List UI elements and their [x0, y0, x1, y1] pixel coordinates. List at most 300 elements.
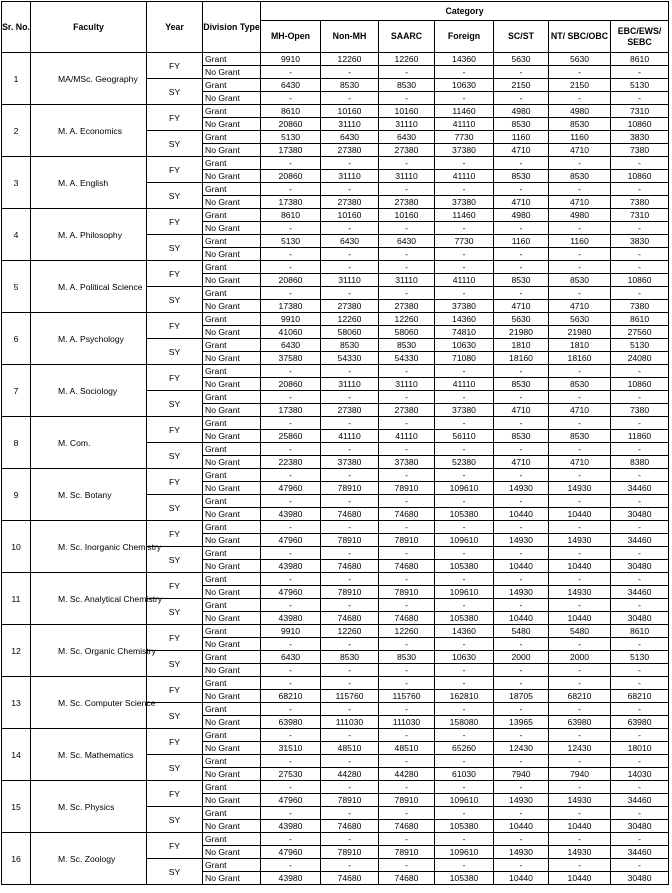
sr-no-cell: 13 — [2, 677, 31, 729]
fee-value-cell: 14930 — [494, 534, 549, 547]
fee-value-cell: 27380 — [321, 144, 379, 157]
fee-value-cell: 17380 — [261, 404, 321, 417]
fee-value-cell: - — [321, 92, 379, 105]
fee-value-cell: - — [494, 729, 549, 742]
fee-value-cell: 10860 — [611, 170, 669, 183]
fee-value-cell: - — [611, 443, 669, 456]
fee-value-cell: - — [494, 703, 549, 716]
year-cell: FY — [147, 261, 203, 287]
fee-value-cell: 43980 — [261, 560, 321, 573]
fee-value-cell: 44280 — [379, 768, 435, 781]
fee-value-cell: - — [611, 807, 669, 820]
fee-value-cell: - — [321, 391, 379, 404]
fee-value-cell: - — [261, 183, 321, 196]
table-row — [2, 365, 669, 378]
fee-value-cell: - — [261, 664, 321, 677]
fee-value-cell: 4710 — [494, 404, 549, 417]
fee-value-cell: 27380 — [379, 144, 435, 157]
fee-value-cell: - — [435, 729, 494, 742]
fee-value-cell: 34460 — [611, 534, 669, 547]
division-type-cell: No Grant — [203, 378, 261, 391]
fee-value-cell: 4710 — [549, 196, 611, 209]
fee-value-cell: 18160 — [549, 352, 611, 365]
fee-value-cell: 14360 — [435, 625, 494, 638]
fee-value-cell: 71080 — [435, 352, 494, 365]
fee-value-cell: 10630 — [435, 339, 494, 352]
division-type-cell: Grant — [203, 209, 261, 222]
year-cell: FY — [147, 157, 203, 183]
fee-value-cell: 12260 — [321, 313, 379, 326]
fee-value-cell: 47960 — [261, 534, 321, 547]
fee-value-cell: 162810 — [435, 690, 494, 703]
table-row — [2, 209, 669, 222]
sr-no-cell: 1 — [2, 53, 31, 105]
faculty-cell: M. Sc. Analytical Chemistry — [31, 573, 147, 625]
fee-value-cell: 2000 — [494, 651, 549, 664]
fee-value-cell: 37380 — [435, 404, 494, 417]
category-column-header: NT/ SBC/OBC — [549, 21, 611, 53]
fee-value-cell: 5130 — [261, 131, 321, 144]
fee-value-cell: - — [261, 573, 321, 586]
category-header: Category — [261, 2, 669, 21]
category-column-header: SC/ST — [494, 21, 549, 53]
fee-value-cell: - — [321, 677, 379, 690]
fee-value-cell: - — [494, 638, 549, 651]
table-row — [2, 521, 669, 534]
fee-value-cell: 54330 — [379, 352, 435, 365]
division-type-cell: No Grant — [203, 638, 261, 651]
year-header: Year — [147, 2, 203, 53]
fee-value-cell: 34460 — [611, 586, 669, 599]
fee-value-cell: 109610 — [435, 794, 494, 807]
fee-value-cell: - — [611, 573, 669, 586]
fee-value-cell: - — [379, 521, 435, 534]
fee-value-cell: 63980 — [611, 716, 669, 729]
year-cell: SY — [147, 651, 203, 677]
faculty-cell: M. Sc. Zoology — [31, 833, 147, 885]
fee-value-cell: 78910 — [379, 534, 435, 547]
fee-value-cell: - — [321, 261, 379, 274]
fee-value-cell: 65260 — [435, 742, 494, 755]
fee-value-cell: 8530 — [379, 651, 435, 664]
fee-value-cell: - — [379, 157, 435, 170]
fee-value-cell: 8610 — [261, 105, 321, 118]
fee-value-cell: 30480 — [611, 612, 669, 625]
fee-value-cell: 8530 — [549, 274, 611, 287]
fee-value-cell: 4710 — [494, 456, 549, 469]
division-type-cell: Grant — [203, 183, 261, 196]
fee-value-cell: 43980 — [261, 872, 321, 885]
fee-value-cell: 74680 — [379, 612, 435, 625]
fee-value-cell: 5630 — [549, 313, 611, 326]
fee-value-cell: 56110 — [435, 430, 494, 443]
fee-value-cell: 10860 — [611, 378, 669, 391]
fee-value-cell: 10860 — [611, 274, 669, 287]
fee-value-cell: 27380 — [321, 300, 379, 313]
fee-value-cell: - — [261, 638, 321, 651]
fee-value-cell: 41110 — [435, 170, 494, 183]
fee-value-cell: - — [611, 833, 669, 846]
sr-no-cell: 12 — [2, 625, 31, 677]
fee-value-cell: 5130 — [611, 79, 669, 92]
fee-value-cell: - — [321, 66, 379, 79]
fee-value-cell: - — [379, 833, 435, 846]
table-row — [2, 625, 669, 638]
fee-value-cell: - — [379, 183, 435, 196]
fee-value-cell: - — [549, 391, 611, 404]
fee-value-cell: 31110 — [379, 118, 435, 131]
fee-value-cell: 21980 — [494, 326, 549, 339]
fee-value-cell: - — [379, 66, 435, 79]
fee-value-cell: 20860 — [261, 274, 321, 287]
fee-value-cell: - — [435, 365, 494, 378]
fee-value-cell: - — [321, 573, 379, 586]
division-type-cell: Grant — [203, 833, 261, 846]
division-type-cell: No Grant — [203, 846, 261, 859]
fee-value-cell: - — [435, 183, 494, 196]
division-type-cell: Grant — [203, 261, 261, 274]
category-column-header: MH-Open — [261, 21, 321, 53]
fee-value-cell: 37380 — [435, 300, 494, 313]
fee-value-cell: - — [549, 599, 611, 612]
division-type-cell: No Grant — [203, 482, 261, 495]
fee-value-cell: - — [494, 443, 549, 456]
fee-value-cell: - — [611, 248, 669, 261]
fee-value-cell: 31110 — [321, 378, 379, 391]
fee-value-cell: - — [611, 521, 669, 534]
year-cell: SY — [147, 547, 203, 573]
fee-value-cell: - — [494, 222, 549, 235]
fee-value-cell: 47960 — [261, 846, 321, 859]
fee-value-cell: 10160 — [379, 209, 435, 222]
fee-value-cell: - — [261, 547, 321, 560]
fee-value-cell: - — [261, 365, 321, 378]
fee-value-cell: 31110 — [379, 378, 435, 391]
fee-value-cell: - — [494, 469, 549, 482]
fee-value-cell: - — [549, 807, 611, 820]
fee-value-cell: - — [435, 547, 494, 560]
fee-value-cell: - — [435, 781, 494, 794]
fee-value-cell: 74680 — [379, 508, 435, 521]
fee-value-cell: 10440 — [549, 872, 611, 885]
division-type-cell: No Grant — [203, 690, 261, 703]
fee-value-cell: - — [435, 261, 494, 274]
fee-value-cell: - — [379, 92, 435, 105]
division-type-cell: No Grant — [203, 742, 261, 755]
sr-no-cell: 8 — [2, 417, 31, 469]
division-type-cell: Grant — [203, 547, 261, 560]
faculty-cell: M. Sc. Physics — [31, 781, 147, 833]
fee-value-cell: - — [611, 781, 669, 794]
fee-value-cell: 4710 — [494, 144, 549, 157]
fee-value-cell: - — [261, 391, 321, 404]
faculty-header: Faculty — [31, 2, 147, 53]
fee-value-cell: 10440 — [494, 872, 549, 885]
sr-no-cell: 6 — [2, 313, 31, 365]
fee-value-cell: 25860 — [261, 430, 321, 443]
fee-value-cell: - — [261, 417, 321, 430]
fee-value-cell: 41110 — [435, 378, 494, 391]
fee-value-cell: 6430 — [261, 79, 321, 92]
fee-value-cell: 1810 — [494, 339, 549, 352]
division-type-cell: Grant — [203, 755, 261, 768]
fee-value-cell: - — [549, 469, 611, 482]
year-cell: SY — [147, 131, 203, 157]
fee-value-cell: - — [321, 755, 379, 768]
faculty-cell: M. A. Sociology — [31, 365, 147, 417]
fee-value-cell: - — [321, 807, 379, 820]
sr-no-cell: 16 — [2, 833, 31, 885]
fee-value-cell: - — [549, 287, 611, 300]
fee-value-cell: 7940 — [549, 768, 611, 781]
fee-value-cell: 34460 — [611, 846, 669, 859]
fee-value-cell: - — [435, 417, 494, 430]
fee-value-cell: 47960 — [261, 586, 321, 599]
fee-value-cell: 43980 — [261, 612, 321, 625]
fee-value-cell: - — [611, 495, 669, 508]
fee-value-cell: - — [549, 547, 611, 560]
fee-value-cell: 10440 — [494, 820, 549, 833]
division-type-cell: No Grant — [203, 170, 261, 183]
fee-value-cell: 74680 — [321, 820, 379, 833]
fee-value-cell: - — [261, 677, 321, 690]
fee-value-cell: 8380 — [611, 456, 669, 469]
fee-value-cell: - — [611, 261, 669, 274]
fee-value-cell: 30480 — [611, 560, 669, 573]
fee-value-cell: 8530 — [549, 430, 611, 443]
year-cell: SY — [147, 495, 203, 521]
fee-value-cell: - — [611, 183, 669, 196]
fee-value-cell: - — [549, 157, 611, 170]
fee-value-cell: 30480 — [611, 820, 669, 833]
fee-value-cell: 1160 — [494, 131, 549, 144]
fee-value-cell: - — [379, 755, 435, 768]
fee-value-cell: 8530 — [549, 378, 611, 391]
fee-value-cell: 41110 — [435, 118, 494, 131]
fee-value-cell: - — [494, 807, 549, 820]
division-type-cell: No Grant — [203, 794, 261, 807]
fee-value-cell: 109610 — [435, 586, 494, 599]
fee-value-cell: 48510 — [321, 742, 379, 755]
fee-value-cell: - — [321, 599, 379, 612]
fee-value-cell: 7310 — [611, 209, 669, 222]
fee-value-cell: 3830 — [611, 235, 669, 248]
division-type-cell: No Grant — [203, 196, 261, 209]
fee-value-cell: - — [321, 664, 379, 677]
fee-value-cell: - — [435, 157, 494, 170]
fee-value-cell: 14930 — [494, 586, 549, 599]
fee-value-cell: 20860 — [261, 378, 321, 391]
division-type-cell: No Grant — [203, 404, 261, 417]
fee-value-cell: - — [261, 833, 321, 846]
fee-value-cell: - — [494, 599, 549, 612]
table-row — [2, 729, 669, 742]
year-cell: SY — [147, 391, 203, 417]
fee-value-cell: - — [261, 755, 321, 768]
division-type-cell: No Grant — [203, 820, 261, 833]
division-type-cell: Grant — [203, 859, 261, 872]
fee-value-cell: - — [494, 261, 549, 274]
fee-value-cell: 14930 — [549, 482, 611, 495]
fee-value-cell: 18705 — [494, 690, 549, 703]
sr-no-header: Sr. No. — [2, 2, 31, 53]
fee-value-cell: 5630 — [494, 53, 549, 66]
division-type-cell: Grant — [203, 573, 261, 586]
fee-value-cell: 10440 — [549, 820, 611, 833]
fee-value-cell: - — [494, 495, 549, 508]
fee-value-cell: 54330 — [321, 352, 379, 365]
fee-value-cell: 27560 — [611, 326, 669, 339]
table-row — [2, 781, 669, 794]
division-type-cell: Grant — [203, 443, 261, 456]
division-type-cell: No Grant — [203, 118, 261, 131]
year-cell: SY — [147, 443, 203, 469]
division-type-cell: Grant — [203, 391, 261, 404]
fee-value-cell: - — [379, 729, 435, 742]
year-cell: SY — [147, 703, 203, 729]
fee-value-cell: 1160 — [494, 235, 549, 248]
division-type-cell: No Grant — [203, 66, 261, 79]
fee-value-cell: - — [261, 222, 321, 235]
fee-value-cell: - — [379, 677, 435, 690]
fee-value-cell: - — [611, 92, 669, 105]
fee-value-cell: - — [611, 417, 669, 430]
fee-value-cell: - — [321, 157, 379, 170]
sr-no-cell: 14 — [2, 729, 31, 781]
fee-value-cell: - — [321, 287, 379, 300]
fee-value-cell: 8530 — [321, 339, 379, 352]
fee-value-cell: - — [321, 833, 379, 846]
fee-value-cell: 17380 — [261, 144, 321, 157]
fee-value-cell: 1160 — [549, 235, 611, 248]
fee-value-cell: - — [494, 248, 549, 261]
fee-value-cell: 31510 — [261, 742, 321, 755]
fee-value-cell: 12260 — [379, 313, 435, 326]
fee-value-cell: - — [549, 66, 611, 79]
fee-value-cell: - — [321, 547, 379, 560]
fee-value-cell: - — [549, 573, 611, 586]
fee-value-cell: - — [261, 859, 321, 872]
fee-value-cell: 8530 — [494, 118, 549, 131]
fee-value-cell: - — [549, 833, 611, 846]
fee-value-cell: 7730 — [435, 235, 494, 248]
fee-value-cell: 47960 — [261, 794, 321, 807]
fee-value-cell: 10630 — [435, 651, 494, 664]
fee-value-cell: - — [549, 781, 611, 794]
fee-value-cell: - — [549, 755, 611, 768]
fee-value-cell: 68210 — [261, 690, 321, 703]
fee-value-cell: - — [379, 261, 435, 274]
fee-value-cell: 6430 — [321, 235, 379, 248]
fee-value-cell: 78910 — [379, 846, 435, 859]
year-cell: FY — [147, 625, 203, 651]
fee-value-cell: - — [494, 573, 549, 586]
fee-value-cell: 68210 — [549, 690, 611, 703]
fee-value-cell: - — [611, 222, 669, 235]
year-cell: FY — [147, 313, 203, 339]
fee-value-cell: - — [321, 859, 379, 872]
fee-value-cell: 14930 — [549, 846, 611, 859]
division-type-cell: Grant — [203, 105, 261, 118]
division-type-cell: Grant — [203, 365, 261, 378]
fee-value-cell: 8610 — [611, 625, 669, 638]
fee-value-cell: - — [321, 183, 379, 196]
fee-value-cell: 52380 — [435, 456, 494, 469]
fee-value-cell: 109610 — [435, 846, 494, 859]
fee-value-cell: 14360 — [435, 53, 494, 66]
fee-value-cell: 8610 — [611, 313, 669, 326]
fee-value-cell: - — [435, 755, 494, 768]
fee-value-cell: 7730 — [435, 131, 494, 144]
year-cell: SY — [147, 235, 203, 261]
sr-no-cell: 4 — [2, 209, 31, 261]
fee-value-cell: 8530 — [494, 170, 549, 183]
fee-value-cell: 34460 — [611, 482, 669, 495]
division-type-cell: Grant — [203, 131, 261, 144]
fee-value-cell: - — [611, 703, 669, 716]
fee-value-cell: 8530 — [549, 118, 611, 131]
fee-value-cell: 18160 — [494, 352, 549, 365]
fee-value-cell: - — [261, 66, 321, 79]
year-cell: FY — [147, 365, 203, 391]
fee-value-cell: - — [611, 638, 669, 651]
fee-value-cell: - — [611, 365, 669, 378]
fee-value-cell: - — [435, 573, 494, 586]
fee-value-cell: 31110 — [379, 274, 435, 287]
fee-value-cell: 115760 — [321, 690, 379, 703]
fee-value-cell: - — [435, 521, 494, 534]
year-cell: FY — [147, 781, 203, 807]
fee-value-cell: 8530 — [494, 430, 549, 443]
fee-value-cell: - — [549, 729, 611, 742]
header-row-top — [2, 2, 669, 21]
fee-value-cell: 61030 — [435, 768, 494, 781]
fee-value-cell: - — [261, 781, 321, 794]
fee-value-cell: 12260 — [379, 625, 435, 638]
fee-value-cell: 11460 — [435, 209, 494, 222]
division-type-cell: No Grant — [203, 768, 261, 781]
fee-value-cell: 74680 — [321, 872, 379, 885]
fee-value-cell: 37380 — [321, 456, 379, 469]
fee-value-cell: - — [261, 807, 321, 820]
fee-value-cell: 12260 — [321, 625, 379, 638]
division-type-cell: Grant — [203, 781, 261, 794]
fee-value-cell: 105380 — [435, 612, 494, 625]
fee-value-cell: - — [611, 66, 669, 79]
fee-value-cell: 74680 — [379, 820, 435, 833]
fee-value-cell: - — [611, 469, 669, 482]
fee-value-cell: 5130 — [611, 339, 669, 352]
fee-value-cell: - — [494, 157, 549, 170]
fee-value-cell: 41110 — [379, 430, 435, 443]
fee-value-cell: 12430 — [494, 742, 549, 755]
fee-value-cell: 4710 — [549, 404, 611, 417]
faculty-cell: M. Com. — [31, 417, 147, 469]
fee-value-cell: - — [261, 443, 321, 456]
fee-value-cell: 31110 — [321, 274, 379, 287]
year-cell: SY — [147, 599, 203, 625]
fee-value-cell: 12260 — [379, 53, 435, 66]
fee-value-cell: - — [379, 443, 435, 456]
fee-value-cell: - — [494, 677, 549, 690]
division-type-cell: Grant — [203, 703, 261, 716]
fee-value-cell: - — [549, 417, 611, 430]
division-type-cell: Grant — [203, 599, 261, 612]
fee-value-cell: - — [494, 417, 549, 430]
fee-value-cell: - — [611, 755, 669, 768]
fee-value-cell: - — [549, 677, 611, 690]
fee-value-cell: 4980 — [494, 105, 549, 118]
